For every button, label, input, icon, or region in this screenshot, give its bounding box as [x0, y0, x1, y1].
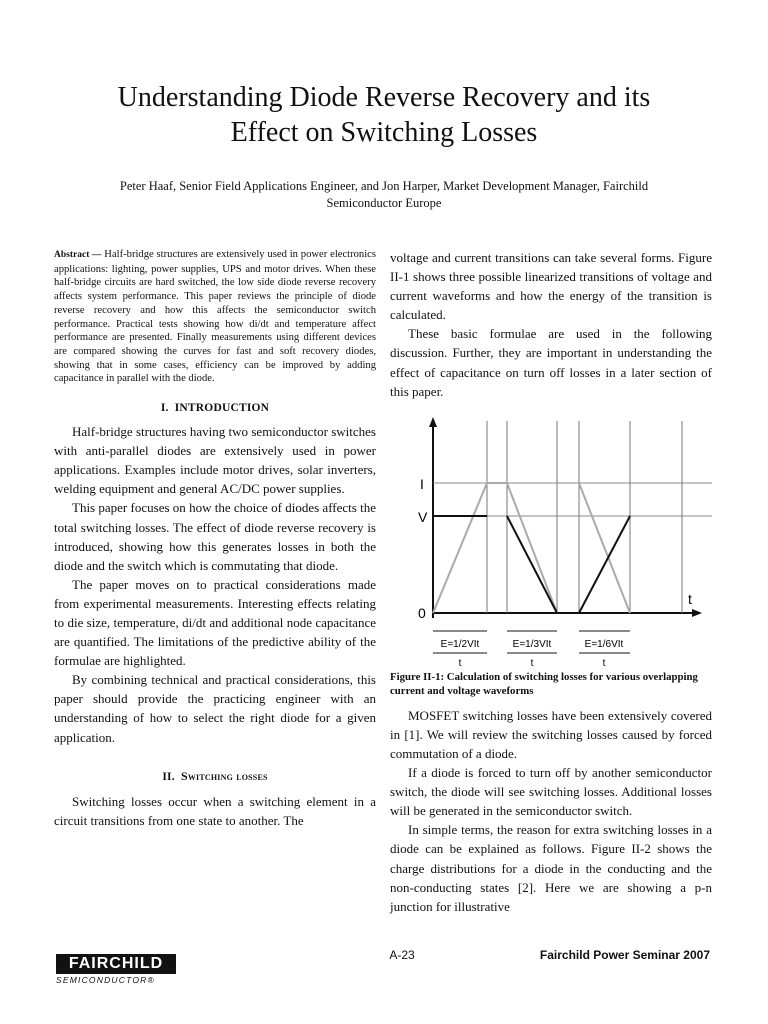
label-0: 0 — [418, 604, 426, 621]
authors-line-2: Semiconductor Europe — [326, 196, 442, 210]
logo-main: FAIRCHILD — [56, 954, 176, 974]
section-2-heading — [54, 769, 376, 784]
intro-paragraph-2: This paper focuses on how the choice of diodes affects the total switching losses. The effect of diode reverse recovery is introduced, showing how this generates losses in both the diode and the switch which is commutating that diode. — [54, 500, 376, 573]
title-line-2: Effect on Switching Losses — [230, 117, 538, 148]
section-1-number: I. — [160, 402, 169, 415]
seminar-name: Fairchild Power Seminar 2007 — [539, 948, 710, 962]
t-label-1: t — [458, 657, 462, 668]
t-label-2: t — [530, 657, 534, 668]
formulae-paragraph: These basic formulae are used in the following discussion. Further, they are important in understanding the effect of capacitance on turn off losses in a later section of this paper. — [390, 326, 712, 399]
title-line-1: Understanding Diode Reverse Recovery and its — [117, 82, 651, 113]
intro-paragraph-1: Half-bridge structures having two semiconductor switches with anti-parallel diodes are extensively used in power applications. Examples include motor drives, solar inverters, welding equipment and general AC/DC power supplies. — [54, 424, 376, 497]
left-column — [54, 248, 376, 830]
x-axis-arrow — [692, 609, 702, 617]
continuation-paragraph: voltage and current transitions can take several forms. Figure II-1 shows three possible linearized transitions of voltage and current waveforms and how the energy of the transition is calculated. — [390, 250, 712, 323]
page-number: A-23 — [389, 948, 415, 962]
abstract-lead: Abstract — — [54, 250, 102, 260]
y-axis-arrow — [429, 417, 437, 427]
fairchild-logo — [56, 954, 180, 988]
section-1-heading — [54, 402, 376, 414]
forced-turnoff-paragraph: If a diode is forced to turn off by another semiconductor switch, the diode will see switching losses. Additional losses will be generated in the semiconductor switch. — [390, 765, 712, 819]
energy-label-2: E=1/3VIt — [512, 638, 552, 650]
right-column — [390, 248, 712, 916]
abstract — [54, 248, 376, 386]
mosfet-paragraph: MOSFET switching losses have been extensively covered in [1]. We will review the switching losses caused by forced commutation of a diode. — [390, 707, 712, 761]
t-label-3: t — [602, 657, 606, 668]
section-2-number: II. — [162, 770, 175, 783]
intro-paragraph-4: By combining technical and practical considerations, this paper should provide the practicing engineer with an understanding of how to select the right diode for a given application. — [54, 672, 376, 745]
abstract-text: Half-bridge structures are extensively used in power electronics applications: lighting, power supplies, UPS and motor drives. When these half-bridge circuits are hard switched, the low side diode reverse recovery affects system performance. This paper reviews the principle of diode reverse recovery and how this affects the semiconductor switch performance. Practical tests showing how di/dt and temperature affect performance are presented. Finally measurements using different devices are compared showing the curves for fast and soft recovery diodes, showing that in some cases, efficiency can be improved by adding capacitance in parallel with the diode. — [54, 249, 377, 385]
current-waveform-2 — [579, 483, 630, 613]
energy-label-1: E=1/2VIt — [440, 638, 480, 650]
figure-II-1 — [390, 413, 712, 668]
label-I: I — [420, 475, 424, 492]
logo-sub: SEMICONDUCTOR® — [56, 975, 155, 985]
authors-line-1: Peter Haaf, Senior Field Applications Engineer, and Jon Harper, Market Development Manager, Fairchild — [119, 179, 649, 193]
intro-paragraph-3: The paper moves on to practical considerations made from experimental measurements. Interesting effects relating to die size, temperature, di/dt and additional node capacitance are quantified. The limitations of the predictive ability of the formulae are highlighted. — [54, 576, 376, 669]
section-2-title: Switching losses — [180, 768, 268, 783]
label-V: V — [418, 508, 428, 525]
label-t-axis: t — [688, 590, 692, 607]
section-1-title: INTRODUCTION — [174, 402, 270, 415]
current-waveform-1 — [433, 483, 557, 613]
switching-paragraph-1: Switching losses occur when a switching element in a circuit transitions from one state to another. The — [54, 793, 376, 828]
paper-title — [60, 80, 708, 150]
authors — [70, 178, 698, 212]
simple-terms-paragraph: In simple terms, the reason for extra switching losses in a diode can be explained as follows. Figure II-2 shows the charge distributions for a diode in the conducting and the non-conducting states [2]. Here we are showing a p-n junction for illustrative — [390, 822, 712, 914]
energy-label-3: E=1/6VIt — [584, 638, 624, 650]
waveform-diagram — [390, 413, 712, 668]
figure-caption: Figure II-1: Calculation of switching losses for various overlapping current and voltage waveforms — [390, 670, 698, 697]
